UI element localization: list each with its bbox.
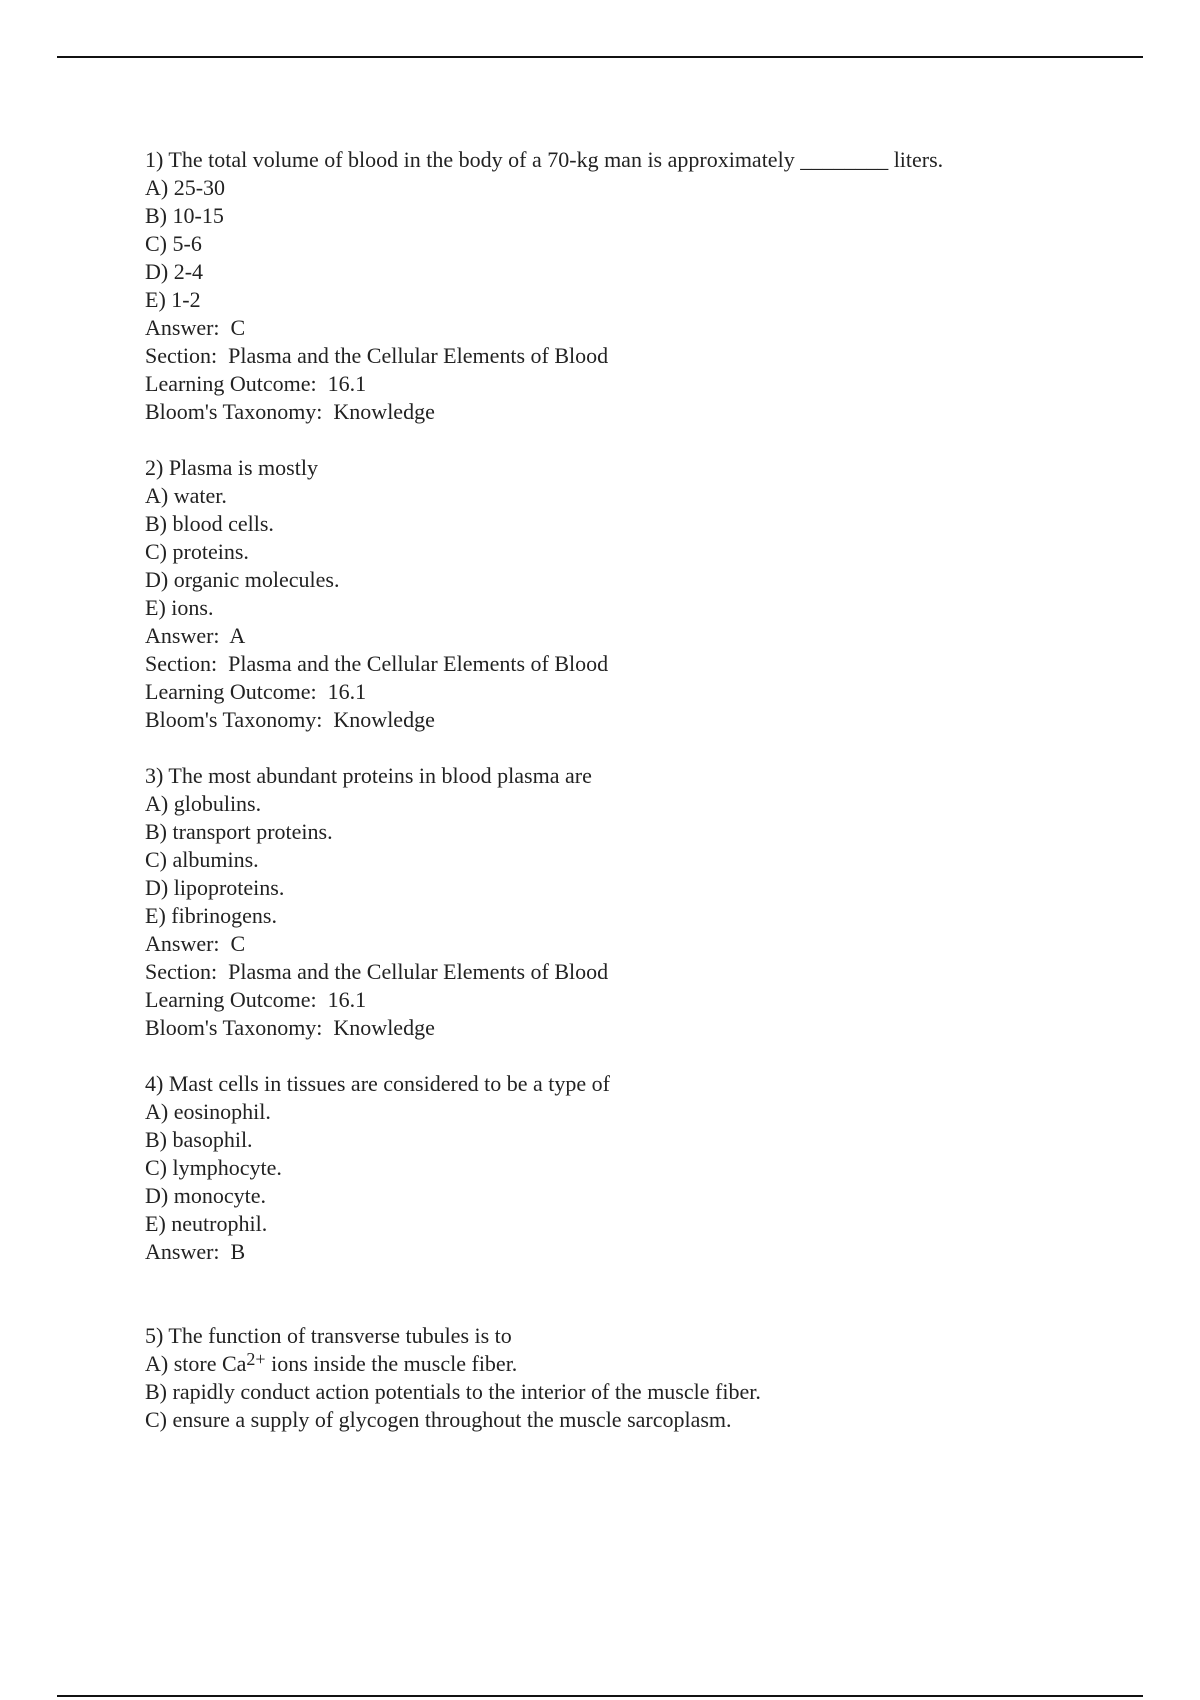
answer: Answer: C [145,315,246,340]
top-rule [57,56,1143,58]
option-c: C) proteins. [145,539,249,564]
document-body [145,146,1105,1462]
learning-outcome: Learning Outcome: 16.1 [145,679,367,704]
question-4 [145,1070,1105,1266]
option-a: A) water. [145,483,227,508]
question-1 [145,146,1105,426]
bottom-rule [57,1695,1143,1697]
question-3 [145,762,1105,1042]
option-b: B) transport proteins. [145,819,333,844]
section: Section: Plasma and the Cellular Elements of Blood [145,343,609,368]
option-b: B) 10-15 [145,203,224,228]
option-a: A) globulins. [145,791,262,816]
answer: Answer: A [145,623,246,648]
section: Section: Plasma and the Cellular Elements of Blood [145,959,609,984]
option-a [145,1350,1105,1378]
question-stem: 5) The function of transverse tubules is to [145,1323,512,1348]
option-c: C) 5-6 [145,231,202,256]
question-5 [145,1322,1105,1434]
learning-outcome: Learning Outcome: 16.1 [145,371,367,396]
calcium-charge-superscript: 2+ [246,1349,266,1369]
option-b: B) blood cells. [145,511,274,536]
question-stem: 1) The total volume of blood in the body of a 70-kg man is approximately ________ liters. [145,147,944,172]
answer: Answer: C [145,931,246,956]
option-d: D) organic molecules. [145,567,340,592]
option-d: D) monocyte. [145,1183,266,1208]
option-b: B) basophil. [145,1127,253,1152]
blooms-taxonomy: Bloom's Taxonomy: Knowledge [145,1015,435,1040]
learning-outcome: Learning Outcome: 16.1 [145,987,367,1012]
blooms-taxonomy: Bloom's Taxonomy: Knowledge [145,399,435,424]
option-e: E) neutrophil. [145,1211,268,1236]
option-c: C) albumins. [145,847,259,872]
option-c: C) ensure a supply of glycogen throughout the muscle sarcoplasm. [145,1407,732,1432]
option-e: E) ions. [145,595,214,620]
option-e: E) fibrinogens. [145,903,277,928]
section: Section: Plasma and the Cellular Elements of Blood [145,651,609,676]
question-stem: 4) Mast cells in tissues are considered to be a type of [145,1071,610,1096]
question-stem: 2) Plasma is mostly [145,455,318,480]
option-a: A) eosinophil. [145,1099,271,1124]
answer: Answer: B [145,1239,246,1264]
option-d: D) 2-4 [145,259,204,284]
option-a-prefix: A) store Ca [145,1351,247,1376]
option-a: A) 25-30 [145,175,226,200]
question-2 [145,454,1105,734]
option-a-suffix: ions inside the muscle fiber. [265,1351,518,1376]
blooms-taxonomy: Bloom's Taxonomy: Knowledge [145,707,435,732]
option-e: E) 1-2 [145,287,201,312]
option-d: D) lipoproteins. [145,875,285,900]
option-c: C) lymphocyte. [145,1155,282,1180]
option-b: B) rapidly conduct action potentials to the interior of the muscle fiber. [145,1379,761,1404]
question-stem: 3) The most abundant proteins in blood plasma are [145,763,592,788]
